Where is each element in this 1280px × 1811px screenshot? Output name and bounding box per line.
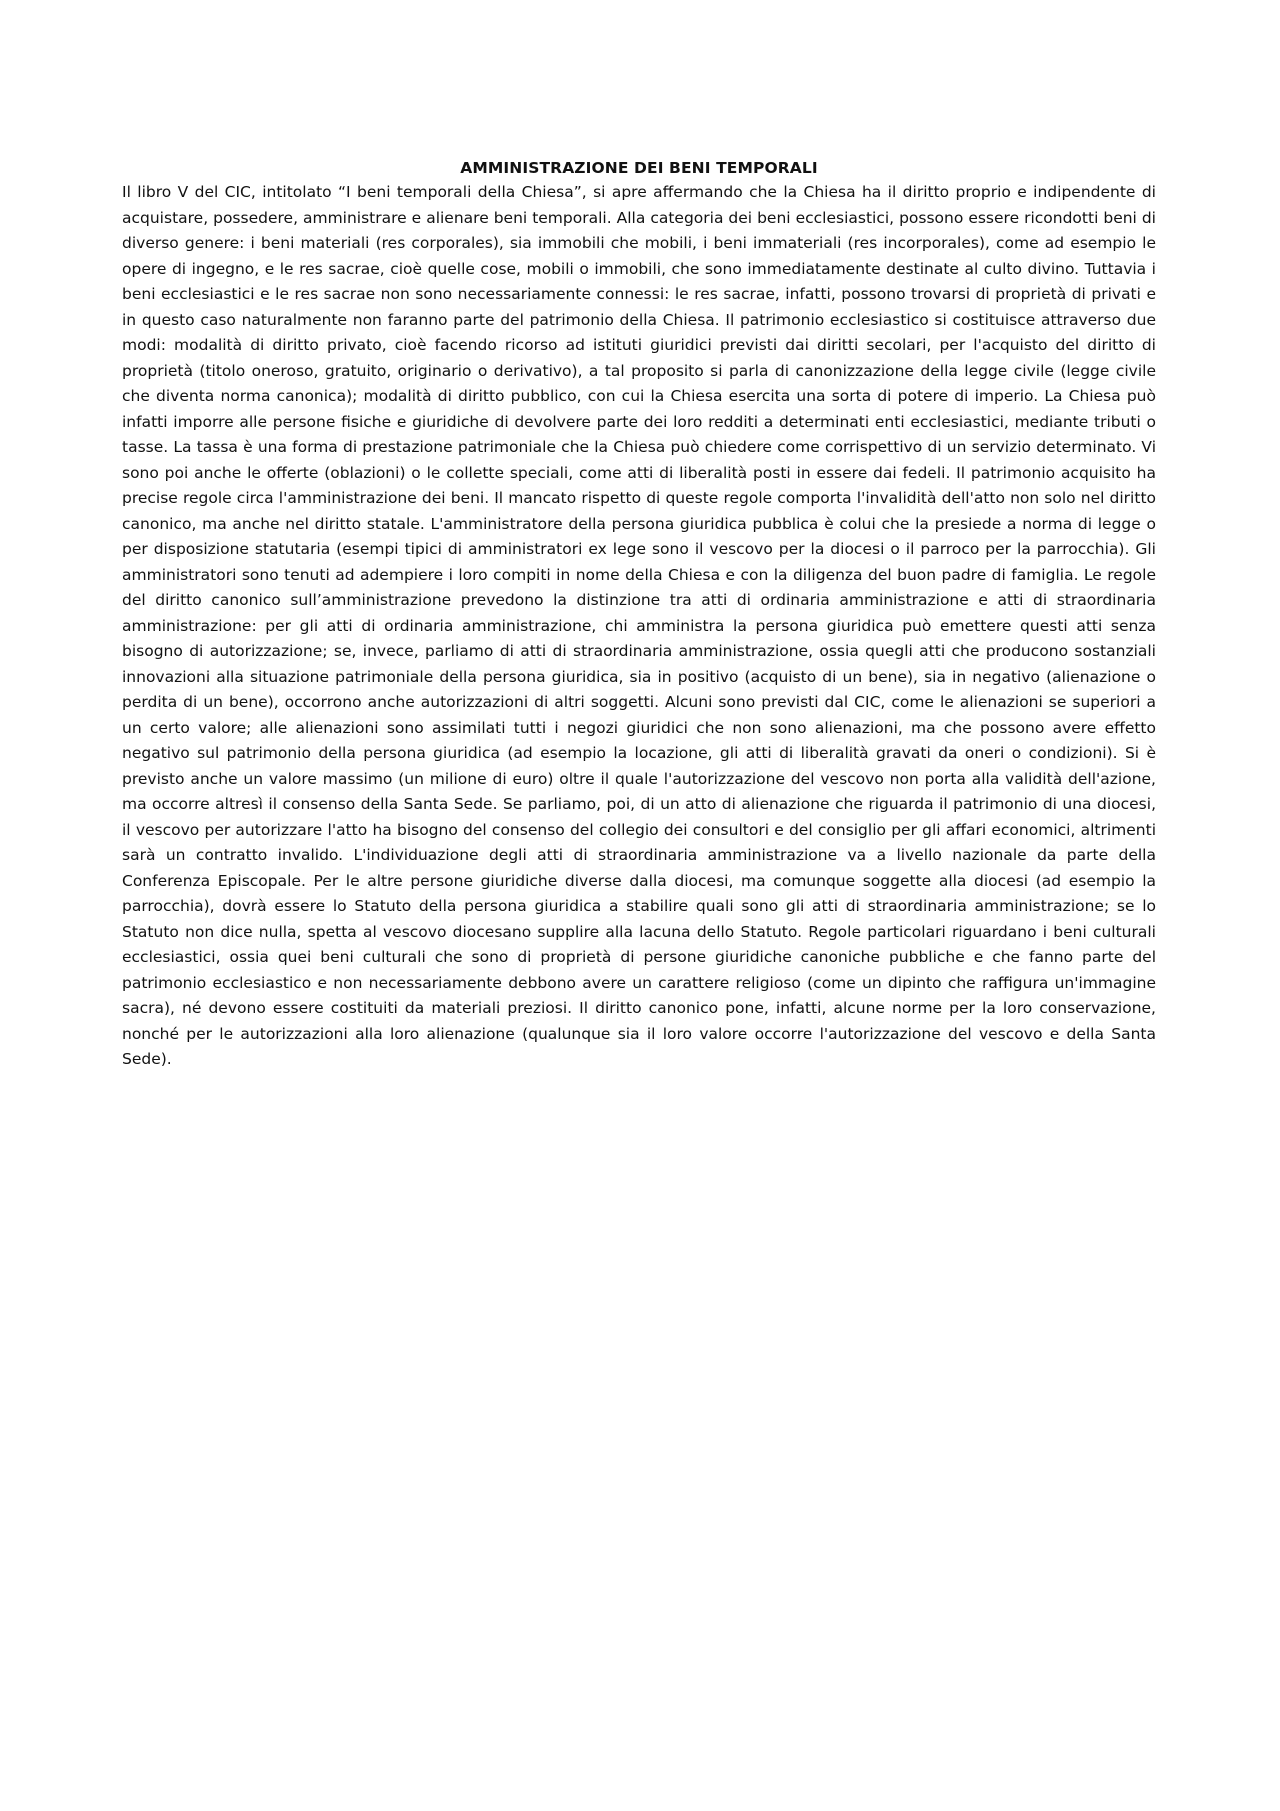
document-title: AMMINISTRAZIONE DEI BENI TEMPORALI	[460, 159, 818, 177]
body-paragraph: Il libro V del CIC, intitolato “I beni temporali della Chiesa”, si apre affermando che la Chiesa ha il diritto proprio e indipendente di acquistare, possedere, amministrare e alienare beni temporali. Alla categoria dei beni ecclesiastici, possono essere ricondotti beni di diverso genere: i beni materiali (res corporales), sia immobili che mobili, i beni immateriali (res incorporales), come ad esempio le opere di ingegno, e le res sacrae, cioè quelle cose, mobili o immobili, che sono immediatamente destinate al culto divino. Tuttavia i beni ecclesiastici e le res sacrae non sono necessariamente connessi: le res sacrae, infatti, possono trovarsi di proprietà di privati e in questo caso naturalmente non faranno parte del patrimonio della Chiesa. Il patrimonio ecclesiastico si costituisce attraverso due modi: modalità di diritto privato, cioè facendo ricorso ad istituti giuridici previsti dai diritti secolari, per l'acquisto del diritto di proprietà (titolo oneroso, gratuito, originario o derivativo), a tal proposito si parla di canonizzazione della legge civile (legge civile che diventa norma canonica); modalità di diritto pubblico, con cui la Chiesa esercita una sorta di potere di imperio. La Chiesa può infatti imporre alle persone fisiche e giuridiche di devolvere parte dei loro redditi a determinati enti ecclesiastici, mediante tributi o tasse. La tassa è una forma di prestazione patrimoniale che la Chiesa può chiedere come corrispettivo di un servizio determinato. Vi sono poi anche le offerte (oblazioni) o le collette speciali, come atti di liberalità posti in essere dai fedeli. Il patrimonio acquisito ha precise regole circa l'amministrazione dei beni. Il mancato rispetto di queste regole comporta l'invalidità dell'atto non solo nel diritto canonico, ma anche nel diritto statale. L'amministratore della persona giuridica pubblica è colui che la presiede a norma di legge o per disposizione statutaria (esempi tipici di amministratori ex lege sono il vescovo per la diocesi o il parroco per la parrocchia). Gli amministratori sono tenuti ad adempiere i loro compiti in nome della Chiesa e con la diligenza del buon padre di famiglia. Le regole del diritto canonico sull’amministrazione prevedono la distinzione tra atti di ordinaria amministrazione e atti di straordinaria amministrazione: per gli atti di ordinaria amministrazione, chi amministra la persona giuridica può emettere questi atti senza bisogno di autorizzazione; se, invece, parliamo di atti di straordinaria amministrazione, ossia quegli atti che producono sostanziali innovazioni alla situazione patrimoniale della persona giuridica, sia in positivo (acquisto di un bene), sia in negativo (alienazione o perdita di un bene), occorrono anche autorizzazioni di altri soggetti. Alcuni sono previsti dal CIC, come le alienazioni se superiori a un certo valore; alle alienazioni sono assimilati tutti i negozi giuridici che non sono alienazioni, ma che possono avere effetto negativo sul patrimonio della persona giuridica (ad esempio la locazione, gli atti di liberalità gravati da oneri o condizioni). Si è previsto anche un valore massimo (un milione di euro) oltre il quale l'autorizzazione del vescovo non porta alla validità dell'azione, ma occorre altresì il consenso della Santa Sede. Se parliamo, poi, di un atto di alienazione che riguarda il patrimonio di una diocesi, il vescovo per autorizzare l'atto ha bisogno del consenso del collegio dei consultori e del consiglio per gli affari economici, altrimenti sarà un contratto invalido. L'individuazione degli atti di straordinaria amministrazione va a livello nazionale da parte della Conferenza Episcopale. Per le altre persone giuridiche diverse dalla diocesi, ma comunque soggette alla diocesi (ad esempio la parrocchia), dovrà essere lo Statuto della persona giuridica a stabilire quali sono gli atti di straordinaria amministrazione; se lo Statuto non dice nulla, spetta al vescovo diocesano supplire alla lacuna dello Statuto. Regole particolari riguardano i beni culturali ecclesiastici, ossia quei beni culturali che sono di proprietà di persone giuridiche canoniche pubbliche e che fanno parte del patrimonio ecclesiastico e non necessariamente debbono avere un carattere religioso (come un dipinto che raffigura un'immagine sacra), né devono essere costituiti da materiali preziosi. Il diritto canonico pone, infatti, alcune norme per la loro conservazione, nonché per le autorizzazioni alla loro alienazione (qualunque sia il loro valore occorre l'autorizzazione del vescovo e della Santa Sede).	[122, 183, 1156, 1068]
document-content	[122, 156, 1156, 1073]
